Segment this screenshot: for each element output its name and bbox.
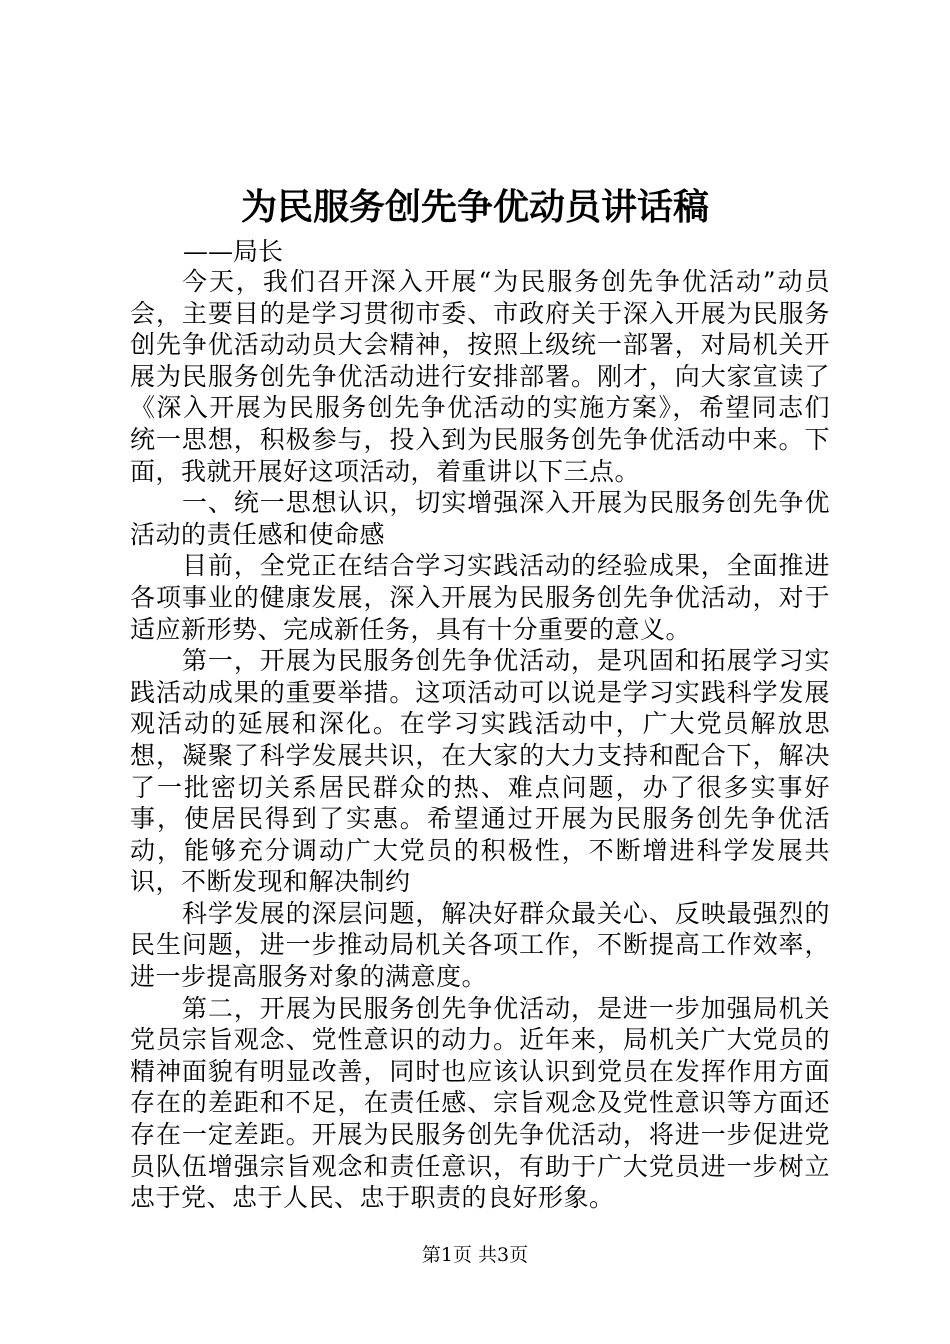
paragraph-point-one: 第一，开展为民服务创先争优活动，是巩固和拓展学习实践活动成果的重要举措。这项活动可以说是学习实践科学发展观活动的延展和深化。在学习实践活动中，广大党员解放思想，凝聚了科学发展共识，在大家的大力支持和配合下，解决了一批密切关系居民群众的热、难点问题，办了很多实事好事，使居民得到了实惠。希望通过开展为民服务创先争优活动，能够充分调动广大党员的积极性，不断增进科学发展共识，不断发现和解决制约 <box>130 646 830 897</box>
paragraph-point-two: 第二，开展为民服务创先争优活动，是进一步加强局机关党员宗旨观念、党性意识的动力。近年来，局机关广大党员的精神面貌有明显改善，同时也应该认识到党员在发挥作用方面存在的差距和不足，在责任感、宗旨观念及党性意识等方面还存在一定差距。开展为民服务创先争优活动，将进一步促进党员队伍增强宗旨观念和责任意识，有助于广大党员进一步树立忠于党、忠于人民、忠于职责的良好形象。 <box>130 993 830 1213</box>
paragraph-section-heading: 一、统一思想认识，切实增强深入开展为民服务创先争优活动的责任感和使命感 <box>130 488 830 549</box>
paragraph-context: 目前，全党正在结合学习实践活动的经验成果，全面推进各项事业的健康发展，深入开展为民服务创先争优活动，对于适应新形势、完成新任务，具有十分重要的意义。 <box>130 551 830 644</box>
paragraph-intro: 今天，我们召开深入开展“为民服务创先争优活动”动员会，主要目的是学习贯彻市委、市政府关于深入开展为民服务创先争优活动动员大会精神，按照上级统一部署，对局机关开展为民服务创先争优活动进行安排部署。刚才，向大家宣读了《深入开展为民服务创先争优活动的实施方案》，希望同志们统一思想，积极参与，投入到为民服务创先争优活动中来。下面，我就开展好这项活动，着重讲以下三点。 <box>130 267 830 486</box>
paragraph-point-one-continued: 科学发展的深层问题，解决好群众最关心、反映最强烈的民生问题，进一步推动局机关各项工作，不断提高工作效率，进一步提高服务对象的满意度。 <box>130 898 830 992</box>
page-indicator: 第1页 共3页 <box>421 1244 529 1266</box>
document-author: ——局长 <box>183 237 284 266</box>
document-body <box>130 266 830 1214</box>
document-title: 为民服务创先争优动员讲话稿 <box>240 186 709 228</box>
